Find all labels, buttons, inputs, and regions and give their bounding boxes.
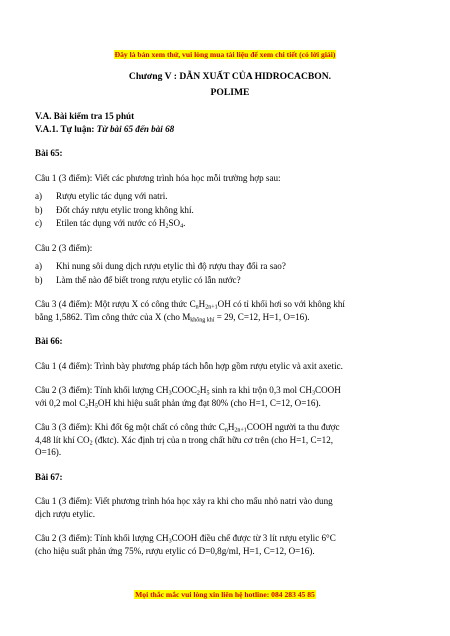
question-67-2: Câu 2 (3 điểm): Tính khối lượng $CH_3COOH$ điều chế được từ 3 lít rượu etylic 6°C (cho hiệu suất phản ứng 75%, rượu etylic có D=0,8g/ml, H=1, C=12, O=16). [35, 533, 336, 556]
list-item: b) Đốt cháy rượu etylic trong không khí. [35, 204, 194, 215]
question-67-1: Câu 1 (3 điểm): Viết phương trình hóa học xảy ra khi cho mẩu nhỏ natri vào dung dịch rượu etylic. [35, 496, 333, 519]
list-item: a) Rượu etylic tác dụng với natri. [35, 191, 168, 201]
hotline-banner: Mọi thắc mắc vui lòng xin liên hệ hotline: 084 283 45 85 [135, 590, 315, 599]
preview-banner: Đây là bản xem thử, vui lòng mua tài liệu để xem chi tiết (có lời giải) [114, 50, 336, 59]
section-heading: V.A. Bài kiểm tra 15 phút [35, 111, 135, 121]
list-item: b) Làm thế nào để biết trong rượu etylic có lẫn nước? [35, 274, 241, 285]
chapter-title: Chương V : DẪN XUẤT CỦA HIDROCACBON. POLIME [128, 71, 332, 98]
list-item: a) Khi nung sôi dung dịch rượu etylic thì độ rượu thay đổi ra sao? [35, 261, 286, 271]
question-66-1: Câu 1 (4 điểm): Trình bày phương pháp tách hỗn hợp gồm rượu etylic và axit axetic. [35, 360, 343, 371]
question-66-2: Câu 2 (3 điểm): Tính khối lượng $CH_3COOC_2H_5$ sinh ra khi trộn 0,3 mol $CH_3COOH$ với 0,2 mol $C_2H_5OH$ khi hiệu suất phản ứng đạt 80% (cho H=1, C=12, O=16). [35, 385, 341, 409]
question-65-2: Câu 2 (3 điểm): [35, 242, 93, 253]
question-65-1: Câu 1 (3 điểm): Viết các phương trình hóa học mỗi trường hợp sau: [35, 172, 281, 183]
question-66-3: Câu 3 (3 điểm): Khi đốt 6g một chất có công thức $C_nH_{2n+1}COOH$ người ta thu được 4,48 lít khí $CO_2$ (đktc). Xác định trị của n trong chất hữu cơ trên (cho H=1, C=12, O=16). [35, 422, 340, 457]
document-content [35, 69, 425, 557]
question-65-2-items [35, 260, 425, 286]
list-item: c) Etilen tác dụng với nước có $H_2SO_4$. [35, 218, 186, 230]
exercise-title-65: Bài 65: [35, 148, 63, 158]
question-65-3: Câu 3 (4 điểm): Một rượu X có công thức $C_nH_{2n+1}OH$ có tỉ khối hơi so với không khí bằng 1,5862. Tìm công thức của X (cho $M_{không khí} = 29$, C=12, H=1, O=16). [35, 299, 345, 323]
exercise-title-67: Bài 67: [35, 471, 63, 482]
question-65-1-items [35, 190, 425, 230]
subsection-heading: V.A.1. Tự luận: Từ bài 65 đến bài 68 [35, 123, 175, 134]
exercise-title-66: Bài 66: [35, 336, 63, 346]
